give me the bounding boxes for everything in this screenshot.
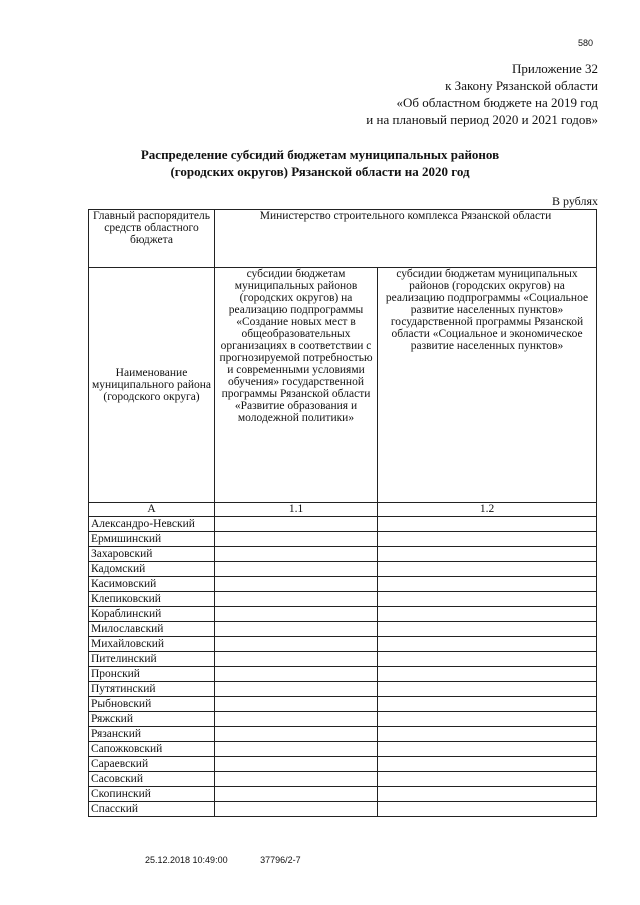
value-1-1: [215, 787, 378, 802]
district-name: Рязанский: [89, 727, 215, 742]
header-district-name: Наименование муниципального района (городского округа): [89, 268, 215, 503]
subsidy-table: [88, 209, 597, 817]
district-name: Сасовский: [89, 772, 215, 787]
value-1-1: [215, 637, 378, 652]
table-row: [89, 652, 597, 667]
header-budget-manager: Главный распорядитель средств областного бюджета: [89, 210, 215, 268]
value-1-2: [378, 802, 597, 817]
value-1-2: [378, 712, 597, 727]
value-1-1: [215, 532, 378, 547]
footer-doc-id: 37796/2-7: [260, 855, 301, 865]
value-1-2: [378, 787, 597, 802]
value-1-1: [215, 727, 378, 742]
value-1-1: [215, 802, 378, 817]
value-1-1: [215, 547, 378, 562]
table-row: [89, 622, 597, 637]
value-1-1: [215, 577, 378, 592]
table-row: [89, 637, 597, 652]
value-1-2: [378, 637, 597, 652]
table-row: [89, 697, 597, 712]
table-header-row: [89, 210, 597, 268]
district-name: Кадомский: [89, 562, 215, 577]
header-col-1-1: субсидии бюджетам муниципальных районов (городских округов) на реализацию подпрограммы «Создание новых мест в общеобразовательных организациях в соответствии с прогнозируемой потребностью и современными условиями обучения» государственной программы Рязанской области «Развитие образования и молодежной политики»: [215, 268, 378, 503]
table-row: [89, 757, 597, 772]
value-1-1: [215, 652, 378, 667]
table-row: [89, 802, 597, 817]
district-name: Захаровский: [89, 547, 215, 562]
value-1-2: [378, 727, 597, 742]
value-1-2: [378, 772, 597, 787]
appendix-line: Приложение 32: [511, 61, 598, 76]
value-1-1: [215, 517, 378, 532]
value-1-2: [378, 577, 597, 592]
code-1-1: 1.1: [215, 503, 378, 517]
table-row: [89, 592, 597, 607]
table-row: [89, 562, 597, 577]
district-name: Михайловский: [89, 637, 215, 652]
district-name: Путятинский: [89, 682, 215, 697]
header-col-1-2: субсидии бюджетам муниципальных районов (городских округов) на реализацию подпрограммы «Социальное развитие населенных пунктов» государственной программы Рязанской области «Социальное и экономическое развитие населенных пунктов»: [378, 268, 597, 503]
value-1-2: [378, 667, 597, 682]
table-row: [89, 772, 597, 787]
district-name: Пителинский: [89, 652, 215, 667]
value-1-1: [215, 562, 378, 577]
appendix-line: к Закону Рязанской области: [445, 78, 598, 93]
district-name: Ермишинский: [89, 532, 215, 547]
district-name: Милославский: [89, 622, 215, 637]
table-row: [89, 532, 597, 547]
header-ministry: Министерство строительного комплекса Рязанской области: [215, 210, 597, 268]
value-1-2: [378, 742, 597, 757]
document-title: [0, 146, 640, 180]
district-name: Ряжский: [89, 712, 215, 727]
district-name: Спасский: [89, 802, 215, 817]
value-1-1: [215, 592, 378, 607]
appendix-line: и на плановый период 2020 и 2021 годов»: [366, 112, 598, 127]
value-1-1: [215, 682, 378, 697]
table-row: [89, 727, 597, 742]
table-row: [89, 547, 597, 562]
district-name: Пронский: [89, 667, 215, 682]
district-name: Касимовский: [89, 577, 215, 592]
table-row: [89, 577, 597, 592]
district-name: Клепиковский: [89, 592, 215, 607]
value-1-1: [215, 697, 378, 712]
district-name: Рыбновский: [89, 697, 215, 712]
table-row: [89, 682, 597, 697]
appendix-line: «Об областном бюджете на 2019 год: [396, 95, 598, 110]
footer: [145, 855, 331, 865]
value-1-1: [215, 622, 378, 637]
table-row: [89, 607, 597, 622]
value-1-2: [378, 652, 597, 667]
value-1-2: [378, 757, 597, 772]
table-code-row: [89, 503, 597, 517]
table-row: [89, 787, 597, 802]
code-1-2: 1.2: [378, 503, 597, 517]
table-row: [89, 712, 597, 727]
table-row: [89, 517, 597, 532]
units-label: В рублях: [551, 194, 598, 208]
value-1-2: [378, 562, 597, 577]
title-line: Распределение субсидий бюджетам муниципальных районов: [140, 147, 500, 162]
value-1-2: [378, 682, 597, 697]
district-name: Скопинский: [89, 787, 215, 802]
value-1-1: [215, 757, 378, 772]
value-1-1: [215, 772, 378, 787]
value-1-2: [378, 532, 597, 547]
page-number: 580: [578, 38, 594, 48]
value-1-1: [215, 607, 378, 622]
value-1-2: [378, 517, 597, 532]
district-name: Сараевский: [89, 757, 215, 772]
table-row: [89, 742, 597, 757]
value-1-2: [378, 622, 597, 637]
value-1-1: [215, 667, 378, 682]
district-name: Александро-Невский: [89, 517, 215, 532]
table-subheader-row: [89, 268, 597, 503]
footer-timestamp: 25.12.2018 10:49:00: [145, 855, 228, 865]
title-line: (городских округов) Рязанской области на 2020 год: [170, 164, 470, 179]
code-a: А: [89, 503, 215, 517]
value-1-2: [378, 607, 597, 622]
district-name: Сапожковский: [89, 742, 215, 757]
district-name: Кораблинский: [89, 607, 215, 622]
value-1-2: [378, 547, 597, 562]
value-1-1: [215, 712, 378, 727]
value-1-2: [378, 697, 597, 712]
table-row: [89, 667, 597, 682]
value-1-2: [378, 592, 597, 607]
appendix-header: [366, 60, 598, 128]
value-1-1: [215, 742, 378, 757]
